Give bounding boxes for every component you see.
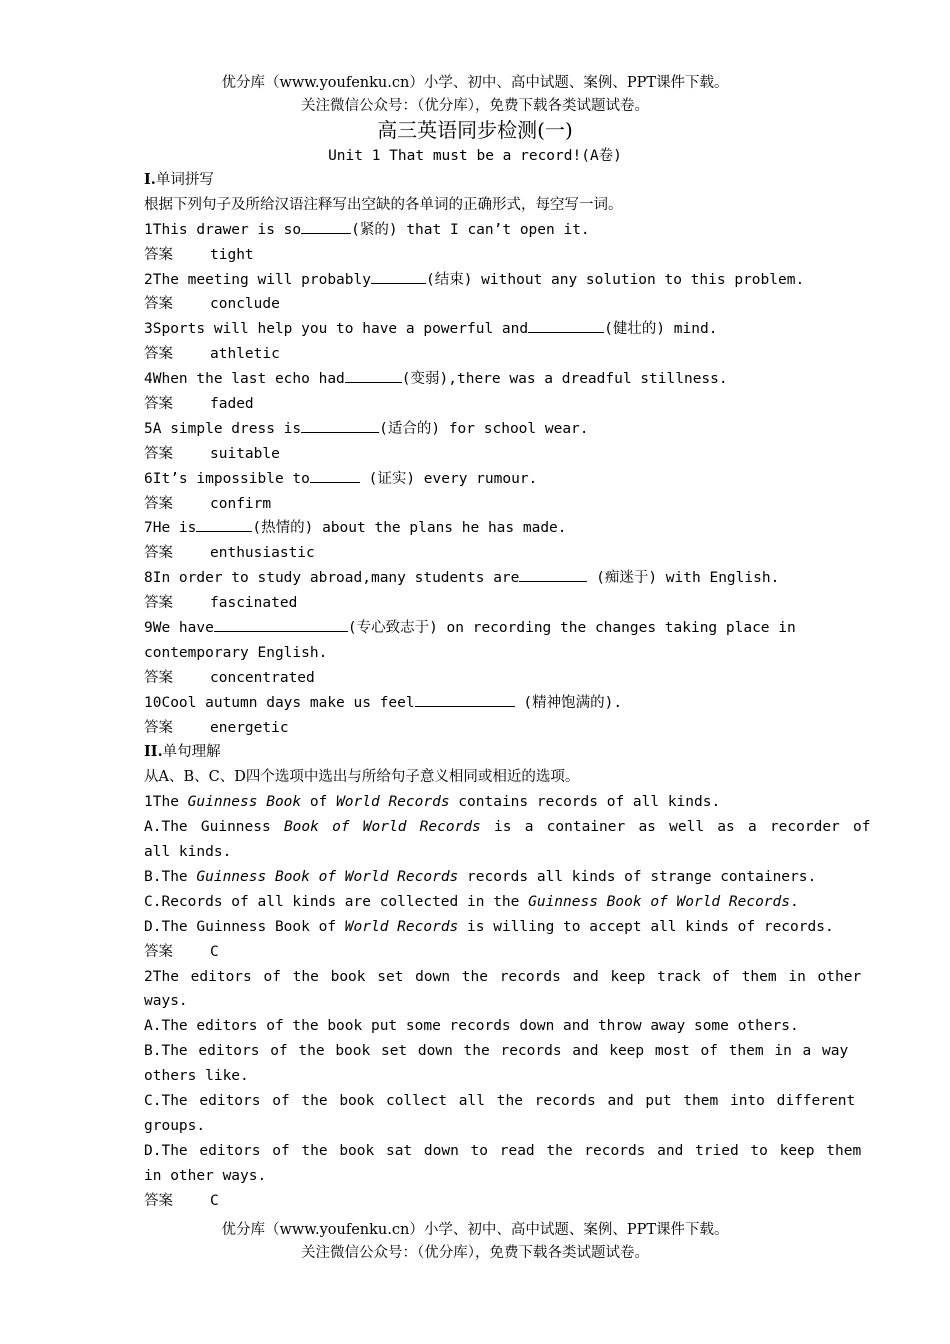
answer-2: 答案 conclude [144, 296, 280, 313]
mc-question-1-option-a-continued: all kinds. [144, 844, 232, 861]
answer-blank [415, 692, 515, 707]
header-line-1: 优分库（www.youfenku.cn）小学、初中、高中试题、案例、PPT课件下载。 [221, 75, 729, 91]
answer-5: 答案 suitable [144, 445, 280, 462]
mc-question-2-stem: 2The editors of the book set down the records and keep track of them in other [144, 968, 862, 985]
page-header [0, 72, 950, 118]
question-4: 4When the last echo had (变弱),there was a dreadful stillness. [144, 367, 806, 392]
answer-1: 答案 tight [144, 246, 254, 263]
question-10: 10Cool autumn days make us feel (精神饱满的). [144, 691, 806, 716]
answer-blank [345, 368, 402, 383]
mc-question-1-option-a: A.The Guinness Book of World Records is a container as well as a recorder of [144, 819, 871, 836]
question-2: 2The meeting will probably (结束) without any solution to this problem. [144, 268, 806, 293]
footer-line-1: 优分库（www.youfenku.cn）小学、初中、高中试题、案例、PPT课件下载。 [221, 1222, 729, 1238]
answer-blank [301, 219, 351, 234]
document-title: 高三英语同步检测(一) [377, 118, 573, 142]
document-subtitle: Unit 1 That must be a record!(A卷) [328, 148, 622, 164]
mc-question-2-option-c: C.The editors of the book collect all the records and put them into different [144, 1092, 856, 1109]
question-6: 6It’s impossible to (证实) every rumour. [144, 467, 806, 492]
answer-3: 答案 athletic [144, 346, 280, 363]
answer-9: 答案 concentrated [144, 669, 315, 686]
footer-line-2: 关注微信公众号：（优分库），免费下载各类试题试卷。 [301, 1245, 649, 1261]
section-1-instruction: 根据下列句子及所给汉语注释写出空缺的各单词的正确形式，每空写一词。 [144, 196, 623, 213]
question-1: 1This drawer is so (紧的) that I can’t open it. [144, 218, 806, 243]
question-9: 9We have (专心致志于) on recording the changes taking place in [144, 616, 806, 641]
section-1-heading: I.单词拼写 [144, 171, 214, 188]
question-9-continued: contemporary English. [144, 644, 328, 661]
mc-question-2-option-d-continued: in other ways. [144, 1167, 267, 1184]
answer-blank [196, 517, 252, 532]
mc-question-2-option-a: A.The editors of the book put some records down and throw away some others. [144, 1018, 799, 1035]
answer-6: 答案 confirm [144, 495, 272, 512]
answer-blank [310, 468, 360, 483]
question-7: 7He is (热情的) about the plans he has made. [144, 516, 806, 541]
question-8: 8In order to study abroad,many students are (痴迷于) with English. [144, 566, 806, 591]
mc-question-2-option-b: B.The editors of the book set down the records and keep most of them in a way [144, 1043, 849, 1060]
header-line-2: 关注微信公众号：（优分库），免费下载各类试题试卷。 [301, 98, 649, 114]
answer-blank [519, 567, 587, 582]
mc-question-1-stem: 1The Guinness Book of World Records contains records of all kinds. [144, 794, 721, 811]
answer-10: 答案 energetic [144, 719, 289, 736]
answer-blank [301, 418, 379, 433]
mc-answer-1: 答案 C [144, 943, 219, 960]
mc-question-1-option-b: B.The Guinness Book of World Records records all kinds of strange containers. [144, 868, 817, 885]
answer-blank [371, 269, 426, 284]
mc-question-1-option-c: C.Records of all kinds are collected in the Guinness Book of World Records. [144, 893, 799, 910]
question-5: 5A simple dress is (适合的) for school wear. [144, 417, 806, 442]
mc-question-1-option-d: D.The Guinness Book of World Records is willing to accept all kinds of records. [144, 918, 834, 935]
mc-answer-2: 答案 C [144, 1192, 219, 1209]
section-2-heading: II.单句理解 [144, 743, 221, 761]
mc-question-2-option-d: D.The editors of the book sat down to read the records and tried to keep them [144, 1142, 862, 1159]
page-footer [0, 1219, 950, 1265]
mc-question-2-option-c-continued: groups. [144, 1117, 206, 1134]
answer-4: 答案 faded [144, 396, 254, 413]
answer-blank [528, 318, 604, 333]
document-body [144, 168, 871, 1213]
question-3: 3Sports will help you to have a powerful and (健壮的) mind. [144, 317, 806, 342]
mc-question-2-option-b-continued: others like. [144, 1068, 249, 1085]
section-2-instruction: 从A、B、C、D四个选项中选出与所给句子意义相同或相近的选项。 [144, 769, 580, 786]
mc-question-2-stem-continued: ways. [144, 993, 188, 1010]
answer-blank [214, 617, 348, 632]
answer-7: 答案 enthusiastic [144, 545, 315, 562]
answer-8: 答案 fascinated [144, 595, 298, 612]
